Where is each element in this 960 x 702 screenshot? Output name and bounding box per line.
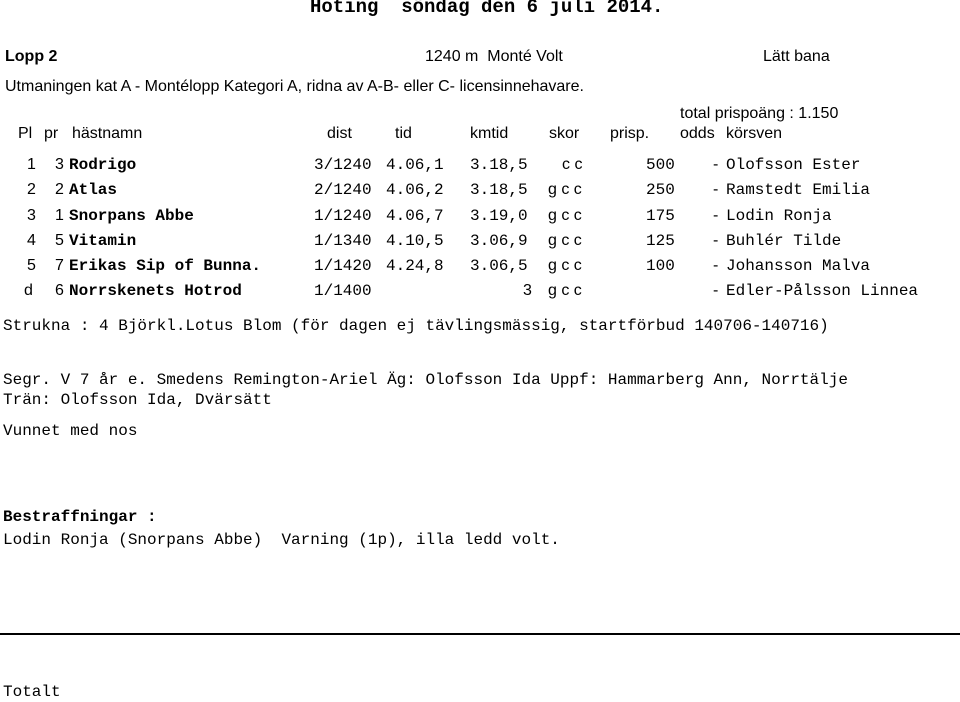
row-tid: 4.06,2: [386, 181, 444, 199]
row-skor: g c c: [548, 207, 582, 224]
row-kmtid: 3: [523, 282, 532, 299]
row-horse: Vitamin: [69, 232, 137, 250]
row-dash: -: [713, 207, 719, 224]
row-dash: -: [713, 156, 719, 173]
race-info: 1240 m Monté Volt: [425, 48, 563, 65]
won-with-nose: Vunnet med nos: [3, 422, 138, 440]
row-skor: g c c: [548, 232, 582, 249]
row-prisp: 175: [646, 207, 675, 225]
row-pl: 1: [27, 156, 36, 173]
row-pr: 6: [55, 282, 64, 299]
row-skor: c c: [562, 156, 583, 173]
row-dist: 3/1240: [314, 156, 372, 174]
row-pr: 5: [55, 232, 64, 249]
winner-info-line2: Trän: Olofsson Ida, Dvärsätt: [3, 391, 272, 409]
row-tid: 4.10,5: [386, 232, 444, 250]
race-description: Utmaningen kat A - Montélopp Kategori A, ridna av A-B- eller C- licensinnehavare.: [5, 78, 584, 95]
row-horse: Erikas Sip of Bunna.: [69, 257, 262, 275]
row-horse: Atlas: [69, 181, 118, 199]
row-skor: g c c: [548, 181, 582, 198]
row-horse: Norrskenets Hotrod: [69, 282, 242, 300]
row-skor: g c c: [548, 282, 582, 299]
penalties-text: Lodin Ronja (Snorpans Abbe) Varning (1p), illa ledd volt.: [3, 531, 560, 549]
row-tid: 4.06,1: [386, 156, 444, 174]
race-label: [5, 47, 57, 67]
row-dash: -: [713, 232, 719, 249]
track-condition: Lätt bana: [763, 48, 830, 65]
row-prisp: 125: [646, 232, 675, 250]
row-dash: -: [713, 181, 719, 198]
row-driver: Buhlér Tilde: [726, 232, 842, 250]
header-prisp: prisp.: [610, 125, 650, 142]
header-dist: dist: [327, 125, 352, 142]
race-label-text: Lopp: [5, 48, 45, 65]
header-skor: skor: [549, 125, 580, 142]
divider: [0, 633, 960, 635]
row-tid: 4.24,8: [386, 257, 444, 275]
row-skor: g c c: [548, 257, 582, 274]
row-prisp: 250: [646, 181, 675, 199]
row-pr: 2: [55, 181, 64, 198]
total-label: Totalt: [3, 683, 61, 701]
row-prisp: 500: [646, 156, 675, 174]
race-number: 2: [48, 48, 58, 65]
row-dist: 1/1400: [314, 282, 372, 300]
row-prisp: 100: [646, 257, 675, 275]
row-dist: 1/1240: [314, 207, 372, 225]
row-horse: Snorpans Abbe: [69, 207, 194, 225]
header-horse: hästnamn: [72, 125, 143, 142]
winner-info-line1: Segr. V 7 år e. Smedens Remington-Ariel Äg: Olofsson Ida Uppf: Hammarberg Ann, Norrtälje: [3, 371, 848, 389]
header-pr: pr: [44, 125, 59, 142]
row-pr: 1: [55, 207, 64, 224]
penalties-heading: Bestraffningar :: [3, 508, 157, 526]
row-dash: -: [713, 257, 719, 274]
header-odds: odds: [680, 125, 715, 142]
row-kmtid: 3.18,5: [470, 181, 528, 199]
row-pl: 3: [27, 207, 36, 224]
row-driver: Johansson Malva: [726, 257, 871, 275]
header-pl: Pl: [18, 125, 33, 142]
row-pr: 3: [55, 156, 64, 173]
row-driver: Lodin Ronja: [726, 207, 832, 225]
header-kmtid: kmtid: [470, 125, 509, 142]
row-driver: Olofsson Ester: [726, 156, 861, 174]
page-title: Hoting söndag den 6 juli 2014.: [310, 0, 664, 18]
row-driver: Edler-Pålsson Linnea: [726, 282, 919, 300]
row-dist: 1/1340: [314, 232, 372, 250]
total-prize: total prispoäng : 1.150: [680, 105, 839, 122]
header-driver: körsven: [726, 125, 783, 142]
row-tid: 4.06,7: [386, 207, 444, 225]
row-kmtid: 3.18,5: [470, 156, 528, 174]
row-dist: 1/1420: [314, 257, 372, 275]
row-kmtid: 3.06,9: [470, 232, 528, 250]
row-pl: 5: [27, 257, 36, 274]
row-pl: d: [24, 282, 33, 299]
row-pl: 2: [27, 181, 36, 198]
row-dist: 2/1240: [314, 181, 372, 199]
row-pr: 7: [55, 257, 64, 274]
row-horse: Rodrigo: [69, 156, 137, 174]
header-tid: tid: [395, 125, 412, 142]
row-driver: Ramstedt Emilia: [726, 181, 871, 199]
scratched-line: Strukna : 4 Björkl.Lotus Blom (för dagen ej tävlingsmässig, startförbud 140706-140716): [3, 317, 829, 335]
row-dash: -: [713, 282, 719, 299]
row-kmtid: 3.06,5: [470, 257, 528, 275]
row-pl: 4: [27, 232, 36, 249]
row-kmtid: 3.19,0: [470, 207, 528, 225]
